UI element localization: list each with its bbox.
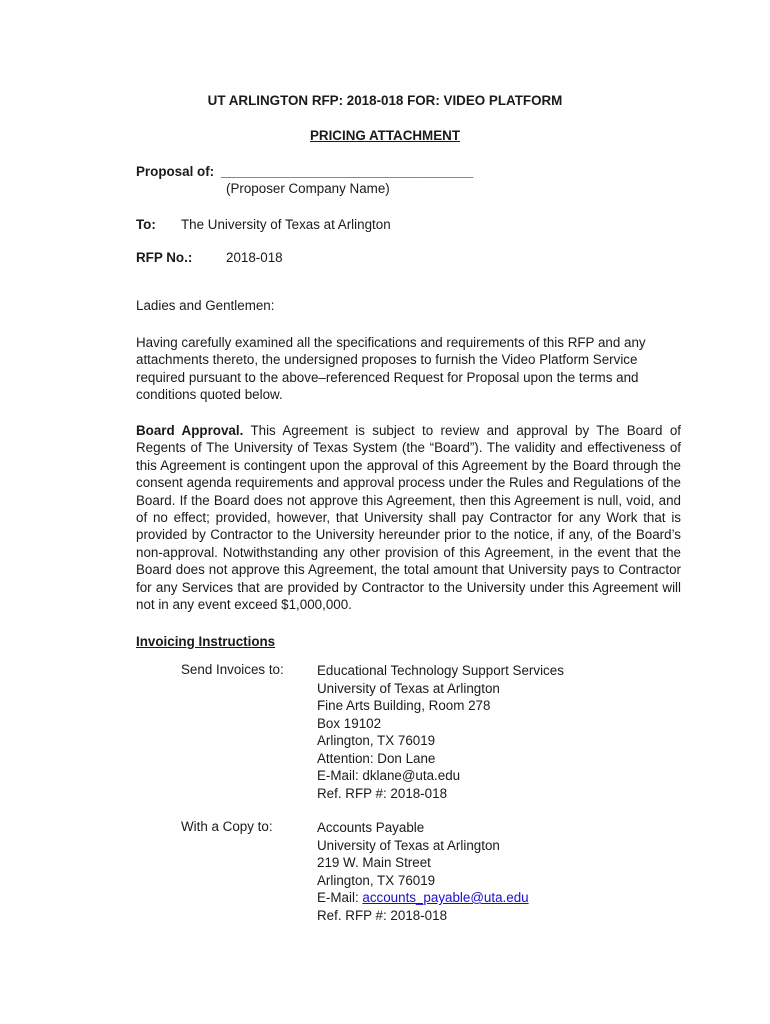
proposal-caption: (Proposer Company Name) bbox=[226, 181, 390, 196]
address-line: University of Texas at Arlington bbox=[317, 837, 500, 853]
address-line: 219 W. Main Street bbox=[317, 855, 431, 870]
board-approval-body: This Agreement is subject to review and approval by The Board of Regents of The University of Texas System (the “Board”). The validity and effectiveness of this Agreement is contingent upon the approval of this Agreement by the Board through the consent agenda requirements and approval process under the Rules and Regulations of the Board. If the Board does not approve this Agreement, then this Agreement is null, void, and of no effect; provided, however, that University shall pay Contractor for any Work that is provided by Contractor to the University hereunder prior to the notice, if any, of the Board’s non-approval. Notwithstanding any other provision of this Agreement, in the event that the Board does not approve this Agreement, the total amount that University pays to Contractor for any Services that are provided by Contractor to the University under this Agreement will not in any event exceed $1,000,000. bbox=[136, 423, 681, 613]
address-line: University of Texas at Arlington bbox=[317, 680, 500, 696]
send-invoices-label: Send Invoices to: bbox=[181, 662, 284, 677]
to-label: To: bbox=[136, 217, 156, 232]
intro-paragraph: Having carefully examined all the specifications and requirements of this RFP and any attachments thereto, the undersigned proposes to furnish the Video Platform Service required pursuant to the above–referenced Request for Proposal upon the terms and conditions quoted below. bbox=[136, 335, 646, 403]
send-invoices-address bbox=[317, 662, 564, 802]
proposal-blank-line: _________________________________ bbox=[221, 164, 474, 179]
board-approval-heading: Board Approval. bbox=[136, 423, 244, 438]
copy-to-address bbox=[317, 819, 529, 924]
address-line: Attention: Don Lane bbox=[317, 750, 436, 766]
proposal-label: Proposal of: bbox=[136, 164, 215, 179]
address-line: Ref. RFP #: 2018-018 bbox=[317, 785, 448, 801]
rfp-label: RFP No.: bbox=[136, 250, 193, 265]
board-approval-paragraph bbox=[136, 422, 681, 613]
address-line: Box 19102 bbox=[317, 715, 382, 731]
email-label: E-Mail: bbox=[317, 890, 363, 905]
copy-to-label: With a Copy to: bbox=[181, 819, 273, 834]
to-value: The University of Texas at Arlington bbox=[181, 217, 391, 232]
salutation: Ladies and Gentlemen: bbox=[136, 298, 275, 313]
accounts-payable-email-link[interactable]: accounts_payable@uta.edu bbox=[362, 890, 529, 905]
address-line: Fine Arts Building, Room 278 bbox=[317, 698, 491, 713]
address-line: Educational Technology Support Services bbox=[317, 663, 564, 678]
address-line: Accounts Payable bbox=[317, 820, 425, 835]
invoicing-heading: Invoicing Instructions bbox=[136, 634, 276, 649]
email-line bbox=[317, 889, 529, 907]
address-line: Ref. RFP #: 2018-018 bbox=[317, 907, 448, 923]
document-title: UT ARLINGTON RFP: 2018-018 FOR: VIDEO PLATFORM bbox=[207, 93, 563, 108]
address-line: E-Mail: dklane@uta.edu bbox=[317, 768, 461, 783]
document-subtitle: PRICING ATTACHMENT bbox=[309, 128, 460, 143]
rfp-value: 2018-018 bbox=[226, 250, 283, 265]
address-line: Arlington, TX 76019 bbox=[317, 872, 436, 888]
address-line: Arlington, TX 76019 bbox=[317, 733, 436, 748]
